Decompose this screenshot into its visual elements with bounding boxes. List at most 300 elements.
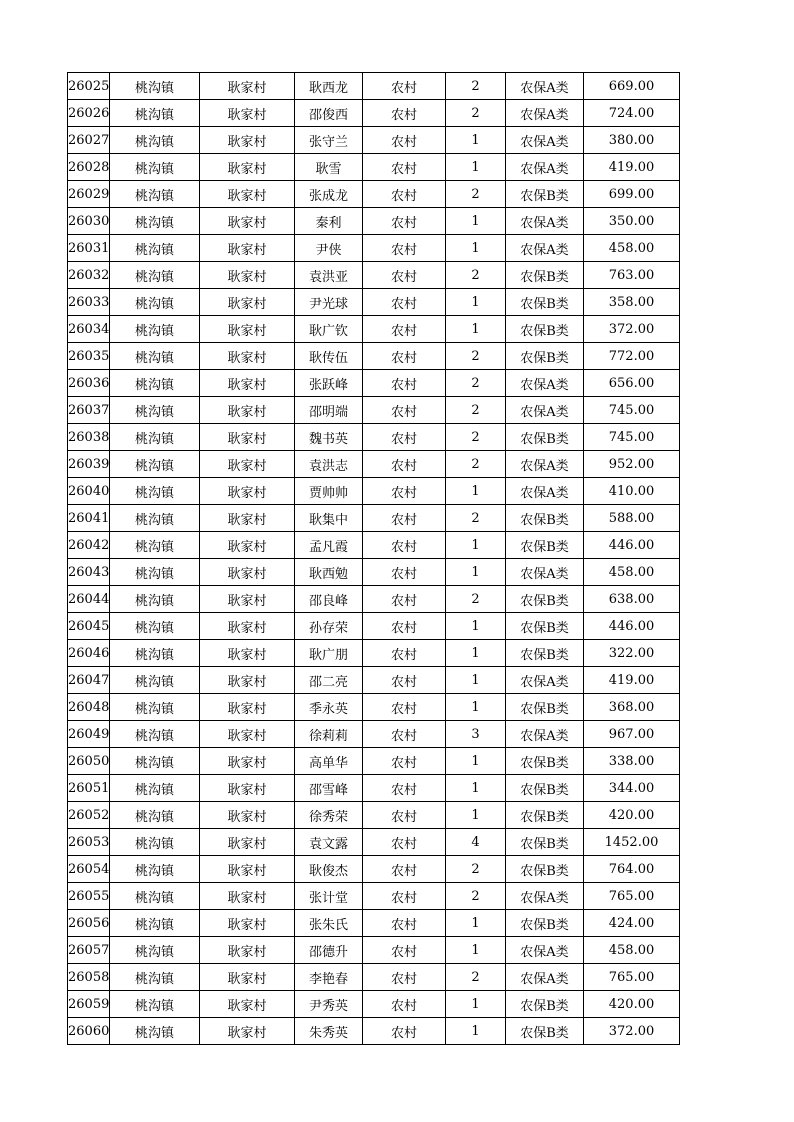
table-row: [68, 748, 680, 775]
name-cell: 尹侠: [295, 235, 363, 262]
table-row: [68, 532, 680, 559]
insurance-category-cell: 农保B类: [506, 856, 584, 883]
area-type-cell: 农村: [363, 748, 446, 775]
amount-cell: 656.00: [584, 370, 680, 397]
village-cell: 耿家村: [200, 208, 295, 235]
village-cell: 耿家村: [200, 532, 295, 559]
household-size-cell: 1: [446, 208, 506, 235]
amount-cell: 410.00: [584, 478, 680, 505]
name-cell: 魏书英: [295, 424, 363, 451]
town-cell: 桃沟镇: [110, 316, 200, 343]
area-type-cell: 农村: [363, 424, 446, 451]
insurance-category-cell: 农保A类: [506, 397, 584, 424]
household-size-cell: 2: [446, 586, 506, 613]
area-type-cell: 农村: [363, 397, 446, 424]
insurance-category-cell: 农保B类: [506, 289, 584, 316]
insurance-category-cell: 农保A类: [506, 883, 584, 910]
table-row: [68, 802, 680, 829]
area-type-cell: 农村: [363, 856, 446, 883]
name-cell: 邵良峰: [295, 586, 363, 613]
name-cell: 孟凡霞: [295, 532, 363, 559]
record-id-cell: 26060: [68, 1018, 110, 1045]
town-cell: 桃沟镇: [110, 640, 200, 667]
village-cell: 耿家村: [200, 181, 295, 208]
household-size-cell: 2: [446, 964, 506, 991]
amount-cell: 446.00: [584, 532, 680, 559]
name-cell: 张跃峰: [295, 370, 363, 397]
record-id-cell: 26046: [68, 640, 110, 667]
table-row: [68, 694, 680, 721]
town-cell: 桃沟镇: [110, 937, 200, 964]
name-cell: 耿俊杰: [295, 856, 363, 883]
record-id-cell: 26036: [68, 370, 110, 397]
village-cell: 耿家村: [200, 721, 295, 748]
household-size-cell: 2: [446, 505, 506, 532]
table-row: [68, 1018, 680, 1045]
household-size-cell: 4: [446, 829, 506, 856]
town-cell: 桃沟镇: [110, 559, 200, 586]
area-type-cell: 农村: [363, 613, 446, 640]
village-cell: 耿家村: [200, 343, 295, 370]
area-type-cell: 农村: [363, 208, 446, 235]
record-id-cell: 26025: [68, 73, 110, 100]
town-cell: 桃沟镇: [110, 370, 200, 397]
table-row: [68, 343, 680, 370]
insurance-category-cell: 农保B类: [506, 802, 584, 829]
amount-cell: 967.00: [584, 721, 680, 748]
record-id-cell: 26058: [68, 964, 110, 991]
amount-cell: 372.00: [584, 316, 680, 343]
amount-cell: 638.00: [584, 586, 680, 613]
town-cell: 桃沟镇: [110, 694, 200, 721]
insurance-category-cell: 农保B类: [506, 829, 584, 856]
town-cell: 桃沟镇: [110, 667, 200, 694]
town-cell: 桃沟镇: [110, 532, 200, 559]
table-row: [68, 262, 680, 289]
village-cell: 耿家村: [200, 154, 295, 181]
table-row: [68, 883, 680, 910]
table-row: [68, 721, 680, 748]
village-cell: 耿家村: [200, 829, 295, 856]
area-type-cell: 农村: [363, 127, 446, 154]
record-id-cell: 26034: [68, 316, 110, 343]
insurance-category-cell: 农保A类: [506, 667, 584, 694]
table-row: [68, 154, 680, 181]
town-cell: 桃沟镇: [110, 964, 200, 991]
amount-cell: 380.00: [584, 127, 680, 154]
amount-cell: 424.00: [584, 910, 680, 937]
table-row: [68, 289, 680, 316]
insurance-category-cell: 农保A类: [506, 73, 584, 100]
area-type-cell: 农村: [363, 181, 446, 208]
area-type-cell: 农村: [363, 316, 446, 343]
name-cell: 耿传伍: [295, 343, 363, 370]
area-type-cell: 农村: [363, 694, 446, 721]
table-row: [68, 991, 680, 1018]
village-cell: 耿家村: [200, 775, 295, 802]
household-size-cell: 1: [446, 910, 506, 937]
record-id-cell: 26032: [68, 262, 110, 289]
village-cell: 耿家村: [200, 451, 295, 478]
amount-cell: 763.00: [584, 262, 680, 289]
name-cell: 耿集中: [295, 505, 363, 532]
record-id-cell: 26028: [68, 154, 110, 181]
name-cell: 高单华: [295, 748, 363, 775]
household-size-cell: 2: [446, 424, 506, 451]
village-cell: 耿家村: [200, 964, 295, 991]
village-cell: 耿家村: [200, 478, 295, 505]
insurance-category-cell: 农保A类: [506, 100, 584, 127]
area-type-cell: 农村: [363, 559, 446, 586]
town-cell: 桃沟镇: [110, 910, 200, 937]
record-id-cell: 26037: [68, 397, 110, 424]
insurance-category-cell: 农保B类: [506, 991, 584, 1018]
household-size-cell: 2: [446, 262, 506, 289]
household-size-cell: 1: [446, 991, 506, 1018]
area-type-cell: 农村: [363, 775, 446, 802]
table-row: [68, 775, 680, 802]
amount-cell: 765.00: [584, 964, 680, 991]
town-cell: 桃沟镇: [110, 991, 200, 1018]
village-cell: 耿家村: [200, 613, 295, 640]
amount-cell: 458.00: [584, 235, 680, 262]
household-size-cell: 1: [446, 559, 506, 586]
village-cell: 耿家村: [200, 694, 295, 721]
record-id-cell: 26050: [68, 748, 110, 775]
record-id-cell: 26059: [68, 991, 110, 1018]
village-cell: 耿家村: [200, 397, 295, 424]
table-row: [68, 964, 680, 991]
village-cell: 耿家村: [200, 316, 295, 343]
amount-cell: 458.00: [584, 559, 680, 586]
village-cell: 耿家村: [200, 1018, 295, 1045]
amount-cell: 420.00: [584, 802, 680, 829]
insurance-category-cell: 农保B类: [506, 694, 584, 721]
name-cell: 徐秀荣: [295, 802, 363, 829]
record-id-cell: 26042: [68, 532, 110, 559]
table-row: [68, 667, 680, 694]
household-size-cell: 1: [446, 127, 506, 154]
town-cell: 桃沟镇: [110, 100, 200, 127]
name-cell: 邵雪峰: [295, 775, 363, 802]
area-type-cell: 农村: [363, 532, 446, 559]
table-row: [68, 127, 680, 154]
town-cell: 桃沟镇: [110, 748, 200, 775]
village-cell: 耿家村: [200, 667, 295, 694]
amount-cell: 419.00: [584, 667, 680, 694]
record-id-cell: 26041: [68, 505, 110, 532]
area-type-cell: 农村: [363, 370, 446, 397]
amount-cell: 745.00: [584, 424, 680, 451]
amount-cell: 772.00: [584, 343, 680, 370]
insurance-category-cell: 农保B类: [506, 1018, 584, 1045]
town-cell: 桃沟镇: [110, 154, 200, 181]
town-cell: 桃沟镇: [110, 802, 200, 829]
town-cell: 桃沟镇: [110, 208, 200, 235]
household-size-cell: 2: [446, 856, 506, 883]
insurance-category-cell: 农保B类: [506, 775, 584, 802]
name-cell: 季永英: [295, 694, 363, 721]
household-size-cell: 1: [446, 154, 506, 181]
area-type-cell: 农村: [363, 883, 446, 910]
town-cell: 桃沟镇: [110, 451, 200, 478]
area-type-cell: 农村: [363, 343, 446, 370]
household-size-cell: 2: [446, 73, 506, 100]
village-cell: 耿家村: [200, 910, 295, 937]
area-type-cell: 农村: [363, 667, 446, 694]
town-cell: 桃沟镇: [110, 424, 200, 451]
town-cell: 桃沟镇: [110, 289, 200, 316]
household-size-cell: 1: [446, 694, 506, 721]
town-cell: 桃沟镇: [110, 343, 200, 370]
village-cell: 耿家村: [200, 262, 295, 289]
record-id-cell: 26049: [68, 721, 110, 748]
village-cell: 耿家村: [200, 883, 295, 910]
name-cell: 邵明端: [295, 397, 363, 424]
insurance-category-cell: 农保A类: [506, 370, 584, 397]
name-cell: 李艳春: [295, 964, 363, 991]
name-cell: 秦利: [295, 208, 363, 235]
amount-cell: 745.00: [584, 397, 680, 424]
area-type-cell: 农村: [363, 991, 446, 1018]
insurance-category-cell: 农保B类: [506, 424, 584, 451]
insurance-category-cell: 农保A类: [506, 154, 584, 181]
insurance-category-cell: 农保B类: [506, 505, 584, 532]
insurance-category-cell: 农保A类: [506, 451, 584, 478]
table-row: [68, 829, 680, 856]
table-row: [68, 316, 680, 343]
amount-cell: 419.00: [584, 154, 680, 181]
area-type-cell: 农村: [363, 640, 446, 667]
household-size-cell: 2: [446, 370, 506, 397]
household-size-cell: 2: [446, 883, 506, 910]
area-type-cell: 农村: [363, 451, 446, 478]
table-row: [68, 181, 680, 208]
village-cell: 耿家村: [200, 559, 295, 586]
name-cell: 邵二亮: [295, 667, 363, 694]
record-id-cell: 26054: [68, 856, 110, 883]
record-id-cell: 26056: [68, 910, 110, 937]
name-cell: 尹光球: [295, 289, 363, 316]
town-cell: 桃沟镇: [110, 181, 200, 208]
table-row: [68, 478, 680, 505]
household-size-cell: 2: [446, 451, 506, 478]
name-cell: 邵俊西: [295, 100, 363, 127]
town-cell: 桃沟镇: [110, 235, 200, 262]
table-row: [68, 451, 680, 478]
insurance-category-cell: 农保A类: [506, 937, 584, 964]
table-row: [68, 208, 680, 235]
record-id-cell: 26038: [68, 424, 110, 451]
household-size-cell: 3: [446, 721, 506, 748]
household-size-cell: 2: [446, 100, 506, 127]
amount-cell: 322.00: [584, 640, 680, 667]
record-id-cell: 26035: [68, 343, 110, 370]
table-row: [68, 100, 680, 127]
amount-cell: 338.00: [584, 748, 680, 775]
household-size-cell: 1: [446, 316, 506, 343]
name-cell: 张计堂: [295, 883, 363, 910]
record-id-cell: 26048: [68, 694, 110, 721]
name-cell: 张朱氏: [295, 910, 363, 937]
table-body: [68, 73, 680, 1045]
amount-cell: 588.00: [584, 505, 680, 532]
village-cell: 耿家村: [200, 424, 295, 451]
town-cell: 桃沟镇: [110, 127, 200, 154]
town-cell: 桃沟镇: [110, 586, 200, 613]
village-cell: 耿家村: [200, 100, 295, 127]
amount-cell: 699.00: [584, 181, 680, 208]
table-row: [68, 505, 680, 532]
household-size-cell: 1: [446, 1018, 506, 1045]
record-id-cell: 26057: [68, 937, 110, 964]
area-type-cell: 农村: [363, 937, 446, 964]
village-cell: 耿家村: [200, 748, 295, 775]
household-size-cell: 1: [446, 235, 506, 262]
record-id-cell: 26040: [68, 478, 110, 505]
record-id-cell: 26045: [68, 613, 110, 640]
amount-cell: 350.00: [584, 208, 680, 235]
town-cell: 桃沟镇: [110, 883, 200, 910]
table-row: [68, 73, 680, 100]
household-size-cell: 2: [446, 397, 506, 424]
record-id-cell: 26044: [68, 586, 110, 613]
amount-cell: 358.00: [584, 289, 680, 316]
name-cell: 耿广朋: [295, 640, 363, 667]
area-type-cell: 农村: [363, 1018, 446, 1045]
record-id-cell: 26030: [68, 208, 110, 235]
amount-cell: 420.00: [584, 991, 680, 1018]
amount-cell: 368.00: [584, 694, 680, 721]
insurance-category-cell: 农保B类: [506, 586, 584, 613]
area-type-cell: 农村: [363, 802, 446, 829]
village-cell: 耿家村: [200, 856, 295, 883]
record-id-cell: 26033: [68, 289, 110, 316]
name-cell: 孙存荣: [295, 613, 363, 640]
record-id-cell: 26029: [68, 181, 110, 208]
name-cell: 尹秀英: [295, 991, 363, 1018]
household-size-cell: 2: [446, 343, 506, 370]
household-size-cell: 1: [446, 640, 506, 667]
area-type-cell: 农村: [363, 829, 446, 856]
area-type-cell: 农村: [363, 73, 446, 100]
amount-cell: 764.00: [584, 856, 680, 883]
amount-cell: 669.00: [584, 73, 680, 100]
town-cell: 桃沟镇: [110, 775, 200, 802]
insurance-category-cell: 农保B类: [506, 640, 584, 667]
name-cell: 张守兰: [295, 127, 363, 154]
amount-cell: 724.00: [584, 100, 680, 127]
village-cell: 耿家村: [200, 235, 295, 262]
area-type-cell: 农村: [363, 154, 446, 181]
table-row: [68, 640, 680, 667]
town-cell: 桃沟镇: [110, 613, 200, 640]
insurance-category-cell: 农保B类: [506, 748, 584, 775]
amount-cell: 1452.00: [584, 829, 680, 856]
table-row: [68, 856, 680, 883]
town-cell: 桃沟镇: [110, 73, 200, 100]
household-size-cell: 1: [446, 748, 506, 775]
town-cell: 桃沟镇: [110, 1018, 200, 1045]
amount-cell: 344.00: [584, 775, 680, 802]
area-type-cell: 农村: [363, 964, 446, 991]
town-cell: 桃沟镇: [110, 856, 200, 883]
table-row: [68, 937, 680, 964]
record-id-cell: 26047: [68, 667, 110, 694]
insurance-category-cell: 农保B类: [506, 910, 584, 937]
name-cell: 袁文露: [295, 829, 363, 856]
table-row: [68, 424, 680, 451]
record-id-cell: 26026: [68, 100, 110, 127]
insurance-category-cell: 农保A类: [506, 235, 584, 262]
insurance-category-cell: 农保A类: [506, 478, 584, 505]
village-cell: 耿家村: [200, 73, 295, 100]
name-cell: 朱秀英: [295, 1018, 363, 1045]
area-type-cell: 农村: [363, 721, 446, 748]
village-cell: 耿家村: [200, 505, 295, 532]
area-type-cell: 农村: [363, 505, 446, 532]
table-row: [68, 586, 680, 613]
amount-cell: 458.00: [584, 937, 680, 964]
town-cell: 桃沟镇: [110, 721, 200, 748]
area-type-cell: 农村: [363, 586, 446, 613]
record-id-cell: 26055: [68, 883, 110, 910]
table-row: [68, 613, 680, 640]
village-cell: 耿家村: [200, 937, 295, 964]
insurance-category-cell: 农保A类: [506, 559, 584, 586]
household-size-cell: 1: [446, 802, 506, 829]
insurance-category-cell: 农保B类: [506, 343, 584, 370]
village-cell: 耿家村: [200, 289, 295, 316]
insurance-category-cell: 农保B类: [506, 613, 584, 640]
name-cell: 徐莉莉: [295, 721, 363, 748]
area-type-cell: 农村: [363, 100, 446, 127]
village-cell: 耿家村: [200, 991, 295, 1018]
household-size-cell: 1: [446, 478, 506, 505]
town-cell: 桃沟镇: [110, 478, 200, 505]
insurance-category-cell: 农保B类: [506, 262, 584, 289]
household-size-cell: 1: [446, 667, 506, 694]
amount-cell: 446.00: [584, 613, 680, 640]
household-size-cell: 1: [446, 775, 506, 802]
town-cell: 桃沟镇: [110, 505, 200, 532]
record-id-cell: 26053: [68, 829, 110, 856]
village-cell: 耿家村: [200, 370, 295, 397]
household-size-cell: 2: [446, 181, 506, 208]
town-cell: 桃沟镇: [110, 829, 200, 856]
area-type-cell: 农村: [363, 262, 446, 289]
table-row: [68, 397, 680, 424]
table-row: [68, 235, 680, 262]
table-row: [68, 370, 680, 397]
household-size-cell: 1: [446, 289, 506, 316]
table-row: [68, 910, 680, 937]
subsidy-roster-table: [67, 72, 680, 1045]
area-type-cell: 农村: [363, 235, 446, 262]
name-cell: 邵德升: [295, 937, 363, 964]
insurance-category-cell: 农保B类: [506, 181, 584, 208]
name-cell: 袁洪亚: [295, 262, 363, 289]
name-cell: 耿广钦: [295, 316, 363, 343]
name-cell: 耿西勉: [295, 559, 363, 586]
household-size-cell: 1: [446, 937, 506, 964]
record-id-cell: 26052: [68, 802, 110, 829]
town-cell: 桃沟镇: [110, 397, 200, 424]
record-id-cell: 26031: [68, 235, 110, 262]
village-cell: 耿家村: [200, 586, 295, 613]
name-cell: 张成龙: [295, 181, 363, 208]
name-cell: 耿西龙: [295, 73, 363, 100]
